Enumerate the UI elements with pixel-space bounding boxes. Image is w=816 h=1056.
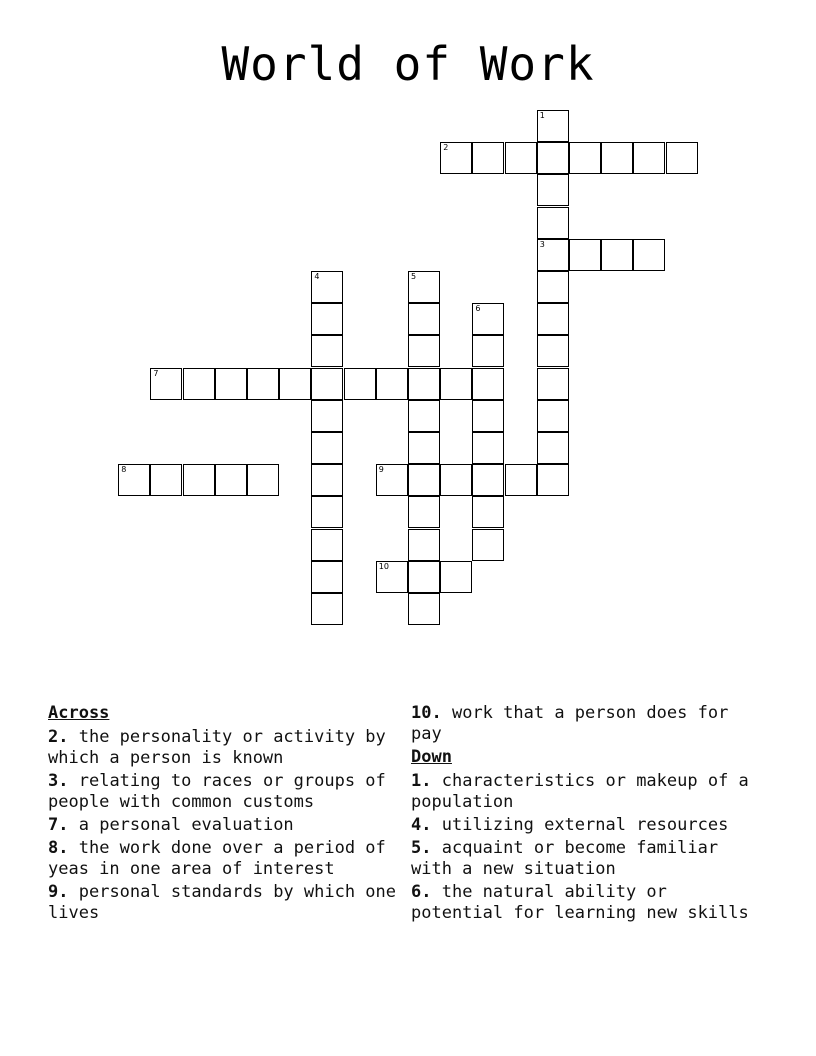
grid-cell[interactable] xyxy=(408,335,440,367)
clues-column-left xyxy=(48,703,398,926)
grid-cell[interactable] xyxy=(537,110,569,142)
clues-column-right xyxy=(411,703,761,926)
grid-cell[interactable] xyxy=(408,464,440,496)
grid-cell[interactable] xyxy=(537,239,569,271)
cell-number: 8 xyxy=(121,465,127,475)
grid-cell[interactable] xyxy=(183,368,215,400)
grid-cell[interactable] xyxy=(537,271,569,303)
grid-cell[interactable] xyxy=(311,368,343,400)
grid-cell[interactable] xyxy=(440,368,472,400)
grid-cell[interactable] xyxy=(376,561,408,593)
puzzle-title: World of Work xyxy=(221,37,595,91)
grid-cell[interactable] xyxy=(311,464,343,496)
grid-cell[interactable] xyxy=(408,303,440,335)
grid-cell[interactable] xyxy=(311,593,343,625)
grid-cell[interactable] xyxy=(569,239,601,271)
grid-cell[interactable] xyxy=(537,174,569,206)
clue-across-3: 3. relating to races or groups of people with common customs xyxy=(48,771,386,812)
grid-cell[interactable] xyxy=(311,561,343,593)
grid-cell[interactable] xyxy=(311,496,343,528)
clue-across-9: 9. personal standards by which one lives xyxy=(48,882,397,923)
grid-cell[interactable] xyxy=(633,142,665,174)
cell-number: 10 xyxy=(378,561,389,571)
grid-cell[interactable] xyxy=(537,142,569,174)
grid-cell[interactable] xyxy=(376,464,408,496)
grid-cell[interactable] xyxy=(472,432,504,464)
grid-cell[interactable] xyxy=(633,239,665,271)
cell-number: 2 xyxy=(443,143,449,153)
grid-cell[interactable] xyxy=(376,368,408,400)
grid-cell[interactable] xyxy=(537,400,569,432)
grid-cell[interactable] xyxy=(666,142,698,174)
grid-cell[interactable] xyxy=(408,496,440,528)
grid-cell[interactable] xyxy=(150,368,182,400)
clue-across-7: 7. a personal evaluation xyxy=(48,815,294,835)
grid-cell[interactable] xyxy=(118,464,150,496)
grid-cell[interactable] xyxy=(537,432,569,464)
clue-down-5: 5. acquaint or become familiar with a new situation xyxy=(411,838,719,879)
grid-cell[interactable] xyxy=(569,142,601,174)
cell-number: 1 xyxy=(539,111,545,120)
grid-cell[interactable] xyxy=(505,142,537,174)
grid-cell[interactable] xyxy=(311,529,343,561)
across-heading: Across xyxy=(48,703,110,723)
grid-cell[interactable] xyxy=(408,529,440,561)
cell-number: 9 xyxy=(378,465,384,475)
grid-cell[interactable] xyxy=(215,368,247,400)
grid-cell[interactable] xyxy=(601,142,633,174)
grid-cell[interactable] xyxy=(311,303,343,335)
grid-cell[interactable] xyxy=(472,335,504,367)
cell-number: 3 xyxy=(539,239,545,249)
cell-number: 4 xyxy=(314,272,320,281)
cell-number: 5 xyxy=(411,272,417,281)
grid-cell[interactable] xyxy=(247,368,279,400)
grid-cell[interactable] xyxy=(440,142,472,174)
cell-number: 7 xyxy=(153,368,159,378)
grid-cell[interactable] xyxy=(150,464,182,496)
grid-cell[interactable] xyxy=(279,368,311,400)
grid-cell[interactable] xyxy=(472,303,504,335)
grid-cell[interactable] xyxy=(537,335,569,367)
grid-cell[interactable] xyxy=(472,142,504,174)
grid-cell[interactable] xyxy=(311,400,343,432)
clue-across-10: 10. work that a person does for pay xyxy=(411,703,729,744)
grid-cell[interactable] xyxy=(472,529,504,561)
grid-cell[interactable] xyxy=(215,464,247,496)
grid-cell[interactable] xyxy=(408,400,440,432)
clue-down-6: 6. the natural ability or potential for learning new skills xyxy=(411,882,749,923)
grid-cell[interactable] xyxy=(247,464,279,496)
grid-cell[interactable] xyxy=(183,464,215,496)
grid-cell[interactable] xyxy=(472,400,504,432)
grid-cell[interactable] xyxy=(472,368,504,400)
clue-across-8: 8. the work done over a period of yeas in one area of interest xyxy=(48,838,386,879)
grid-cell[interactable] xyxy=(408,593,440,625)
grid-cell[interactable] xyxy=(537,464,569,496)
grid-cell[interactable] xyxy=(440,561,472,593)
grid-cell[interactable] xyxy=(537,368,569,400)
clue-down-4: 4. utilizing external resources xyxy=(411,815,729,835)
clue-across-2: 2. the personality or activity by which a person is known xyxy=(48,727,386,768)
grid-cell[interactable] xyxy=(505,464,537,496)
grid-cell[interactable] xyxy=(311,271,343,303)
grid-cell[interactable] xyxy=(472,496,504,528)
cell-number: 6 xyxy=(475,304,481,314)
grid-cell[interactable] xyxy=(408,432,440,464)
grid-cell[interactable] xyxy=(408,561,440,593)
grid-cell[interactable] xyxy=(537,303,569,335)
grid-cell[interactable] xyxy=(344,368,376,400)
grid-cell[interactable] xyxy=(537,207,569,239)
grid-cell[interactable] xyxy=(311,432,343,464)
grid-cell[interactable] xyxy=(472,464,504,496)
grid-cell[interactable] xyxy=(408,271,440,303)
grid-cell[interactable] xyxy=(408,368,440,400)
grid-cell[interactable] xyxy=(601,239,633,271)
down-heading: Down xyxy=(411,747,452,767)
grid-cell[interactable] xyxy=(440,464,472,496)
clue-down-1: 1. characteristics or makeup of a population xyxy=(411,771,749,812)
grid-cell[interactable] xyxy=(311,335,343,367)
